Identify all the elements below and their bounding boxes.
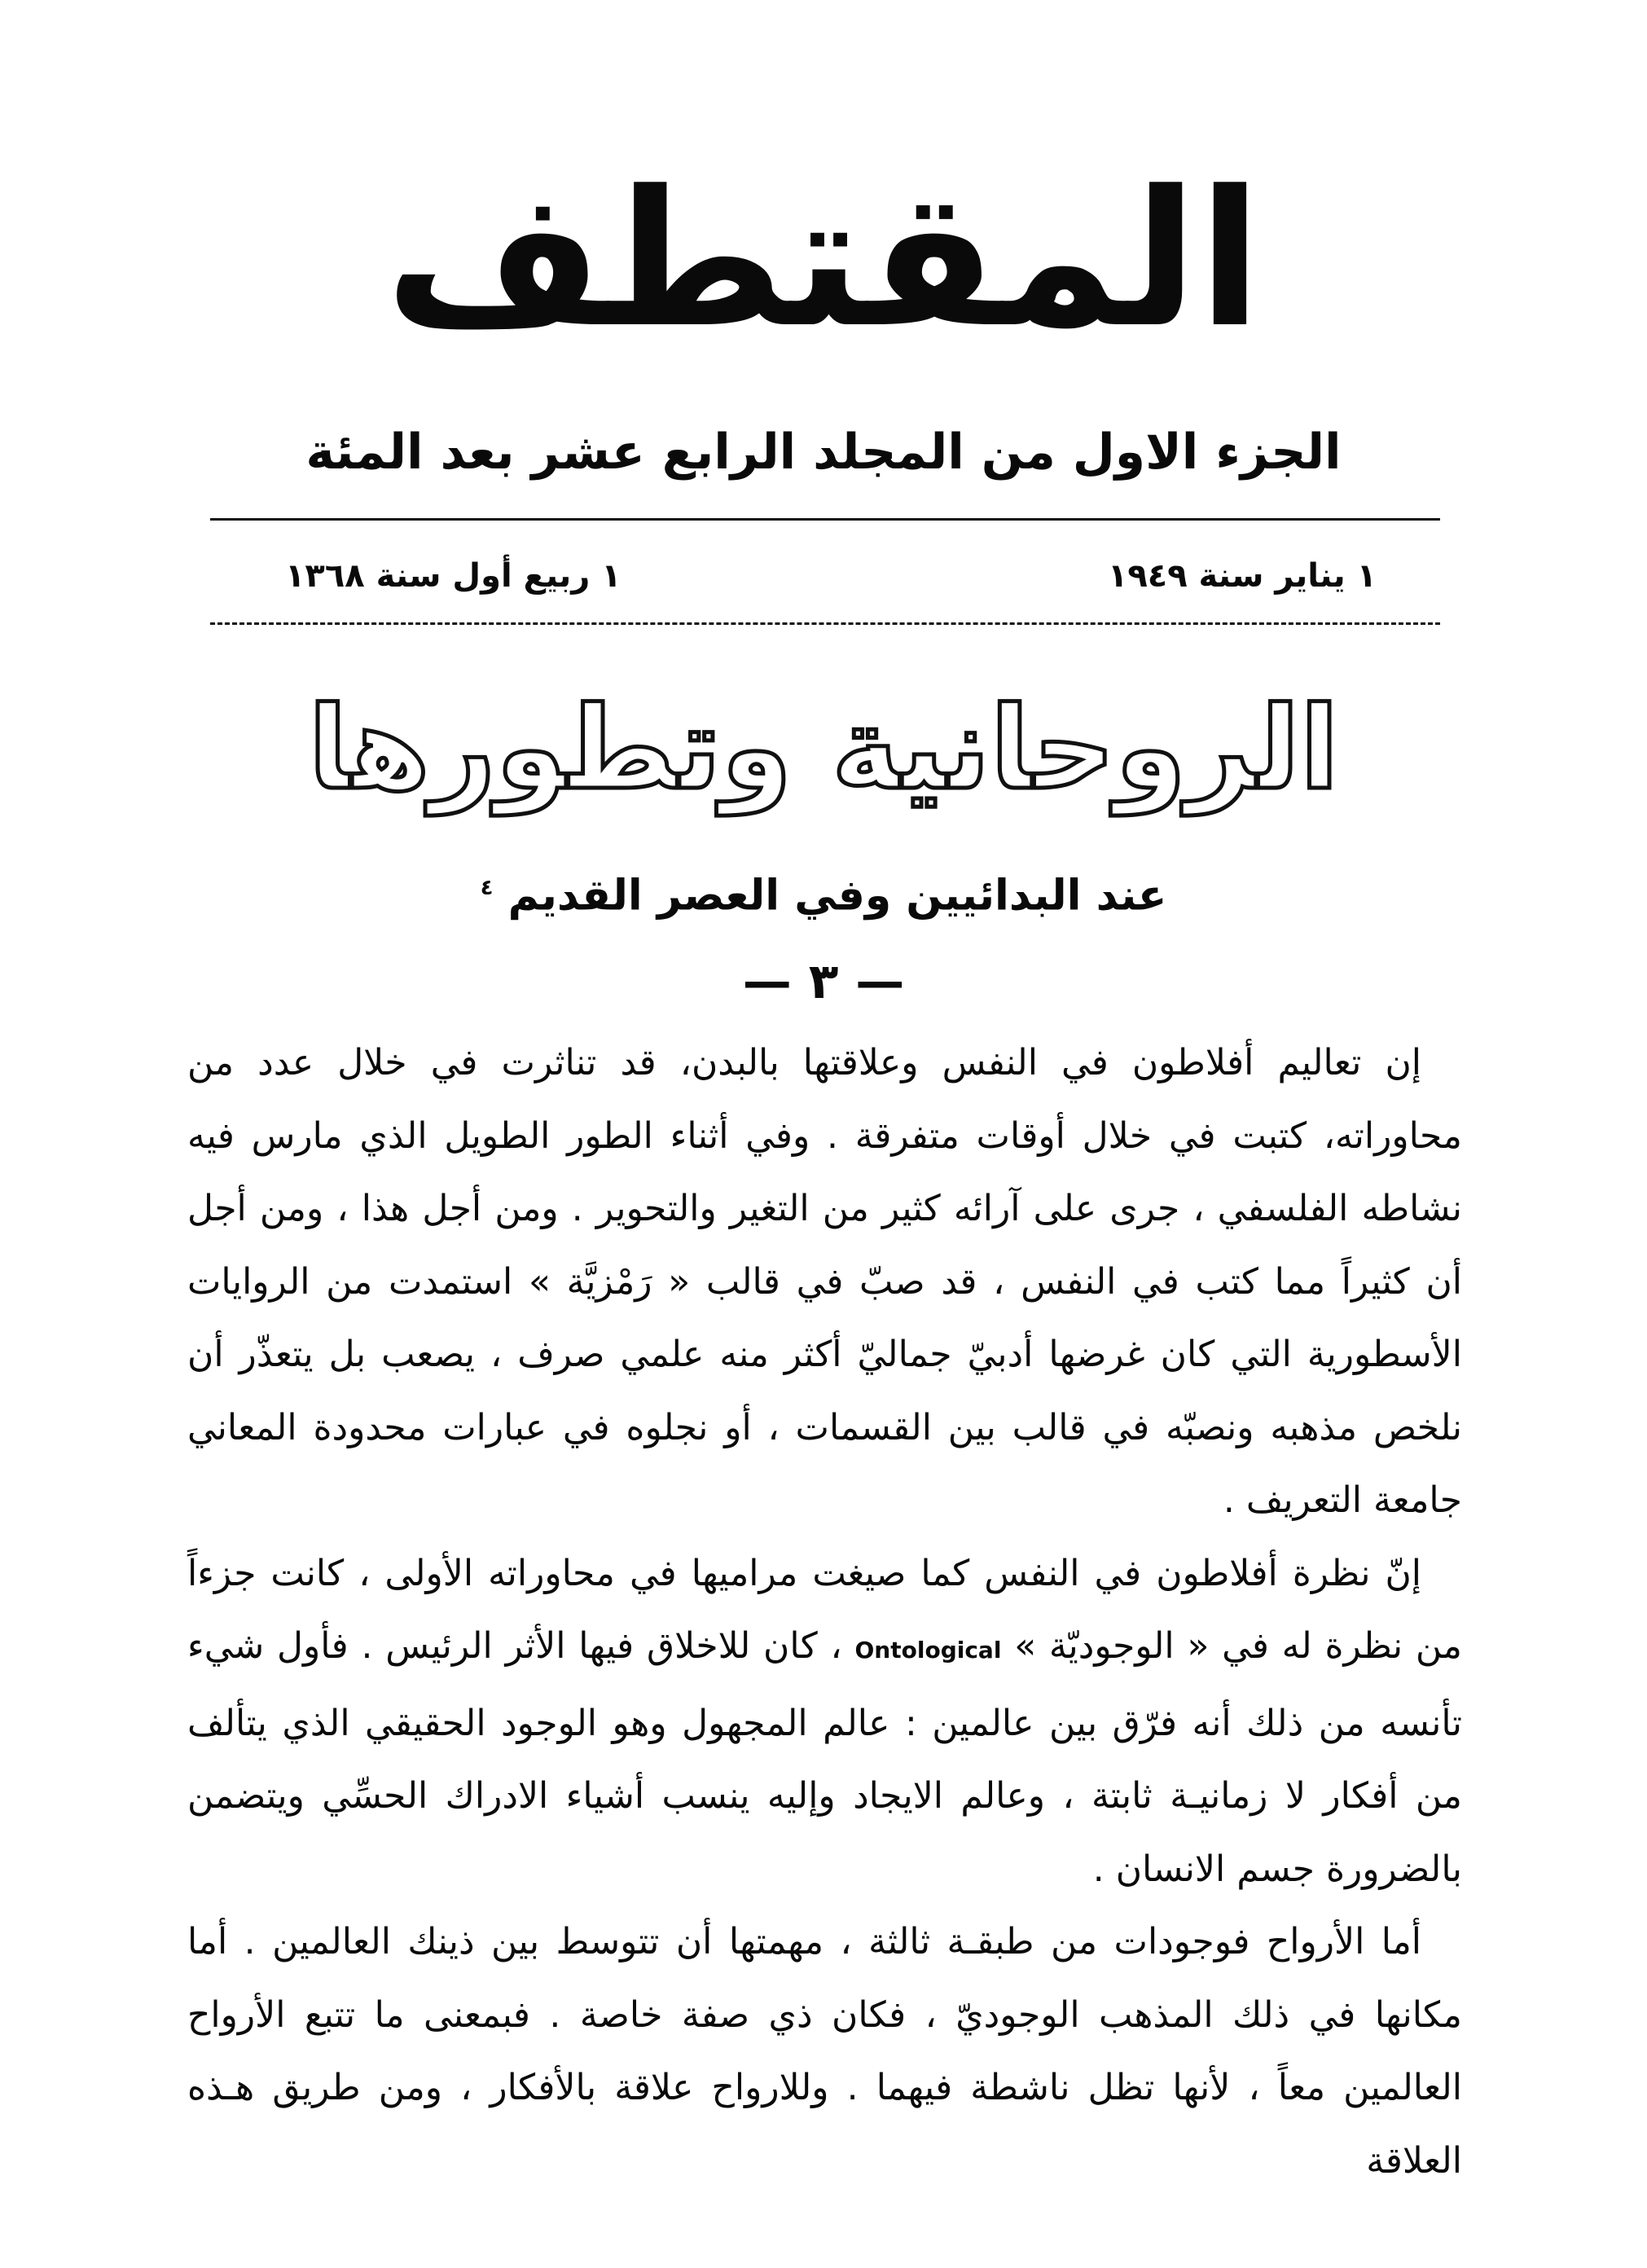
paragraph: أما الأرواح فوجودات من طبقـة ثالثة ، مهمتها أن تتوسط بين ذينك العالمين . أما مكانها في ذلك المذهب الوجوديّ ، فكان ذي صفة خاصة . فبمعنى ما تتبع الأرواح العالمين معاً ، لأنها تظل ناشطة فيهما . وللارواح علاقة بالأفكار ، ومن طريق هـذه العلاقة — [187, 1921, 1462, 2182]
article-title: الروحانية وتطورها — [308, 683, 1339, 815]
magazine-masthead-title: المقتطف — [384, 152, 1263, 369]
article-subtitle-text: عند البدائيين وفي العصر القديم — [507, 871, 1167, 921]
date-hijri: ١ ربيع أول سنة ١٣٦٨ — [285, 557, 621, 595]
divider-bottom — [210, 622, 1440, 625]
subtitle-footnote-mark: ٤ — [480, 876, 494, 900]
paragraph-text: إنّ نظرة أفلاطون في النفس كما صيغت مراميها في محاوراته الأولى ، كانت جزءاً من نظرة له في « الوجوديّة » — [187, 1552, 1462, 1667]
volume-line: الجزء الاول من المجلد الرابع عشر بعد المئة — [305, 424, 1342, 481]
divider-top — [210, 518, 1440, 521]
article-subtitle — [0, 859, 1647, 924]
article-body — [187, 1026, 1462, 2197]
date-gregorian: ١ يناير سنة ١٩٤٩ — [1107, 557, 1377, 595]
paragraph-text: ، كان للاخلاق فيها الأثر الرئيس . فأول شيء تأنسه من ذلك أنه فرّق بين عالمين : عالم المجهول وهو الوجود الحقيقي الذي يتألف من أفكار لا زمانيـة ثابتة ، وعالم الايجاد وإليه ينسب أشياء الادراك الحسِّي ويتضمن بالضرورة جسم الانسان . — [187, 1625, 1462, 1890]
date-row — [269, 547, 1377, 604]
paragraph: إن تعاليم أفلاطون في النفس وعلاقتها بالبدن، قد تناثرت في خلال عدد من محاوراته، كتبت في خلال أوقات متفرقة . وفي أثناء الطور الطويل الذي مارس فيه نشاطه الفلسفي ، جرى على آرائه كثير من التغير والتحوير . ومن أجل هذا ، ومن أجل أن كثيراً مما كتب في النفس ، قد صبّ في قالب « رَمْزيَّة » استمدت من الروايات الأسطورية التي كان غرضها أدبيّ جماليّ أكثر منه علمي صرف ، يصعب بل يتعذّر أن نلخص مذهبه ونصبّه في قالب بين القسمات ، أو نجلوه في عبارات محدودة المعاني جامعة التعريف . — [187, 1042, 1462, 1521]
paragraph — [187, 1537, 1462, 1906]
part-number: — ٣ — — [742, 953, 905, 1010]
latin-term: Ontological — [854, 1637, 1002, 1664]
